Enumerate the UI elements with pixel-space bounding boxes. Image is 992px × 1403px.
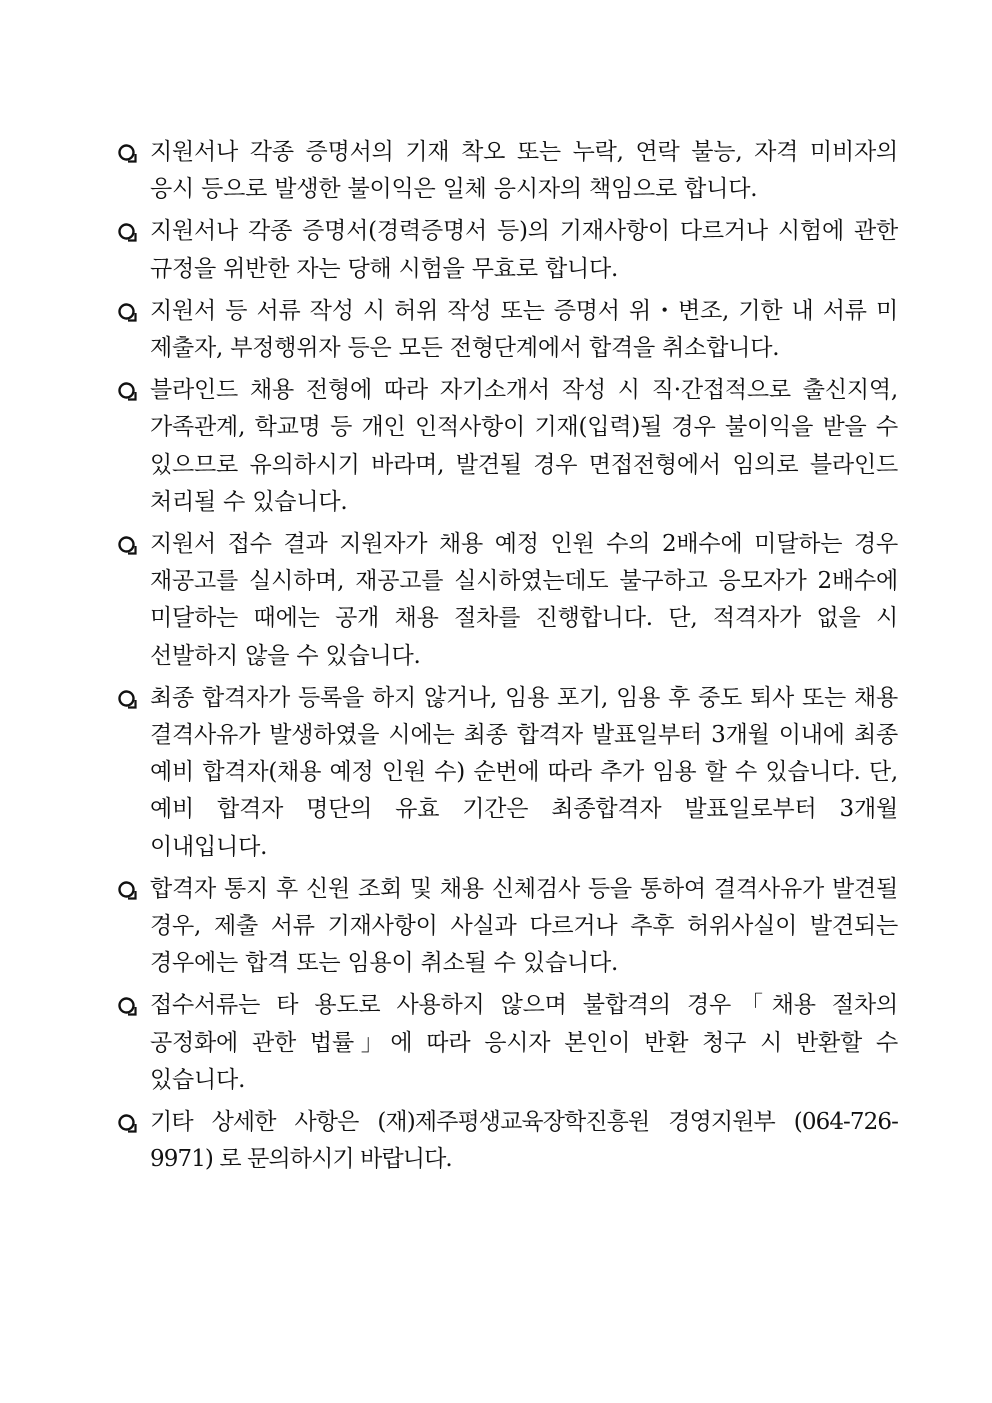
hollow-circle-bullet-icon [118, 144, 137, 163]
notice-text: 지원서나 각종 증명서(경력증명서 등)의 기재사항이 다르거나 시험에 관한 규정을 위반한 자는 당해 시험을 무효로 합니다. [150, 218, 898, 282]
notice-item-7 [118, 871, 898, 983]
hollow-circle-bullet-icon [118, 997, 137, 1016]
notice-item-3 [118, 293, 898, 367]
hollow-circle-bullet-icon [118, 881, 137, 900]
notice-text: 접수서류는 타 용도로 사용하지 않으며 불합격의 경우「채용 절차의 공정화에 관한 법률」에 따라 응시자 본인이 반환 청구 시 반환할 수 있습니다. [150, 992, 898, 1093]
notice-item-1 [118, 134, 898, 208]
notice-item-5 [118, 526, 898, 675]
hollow-circle-bullet-icon [118, 223, 137, 242]
notice-item-2 [118, 213, 898, 287]
notice-text: 최종 합격자가 등록을 하지 않거나, 임용 포기, 임용 후 중도 퇴사 또는 채용 결격사유가 발생하였을 시에는 최종 합격자 발표일부터 3개월 이내에 최종 예비 합격자(채용 예정 인원 수) 순번에 따라 추가 임용 할 수 있습니다. 단, 예비 합격자 명단의 유효 기간은 최종합격자 발표일로부터 3개월 이내입니다. [150, 684, 898, 860]
notice-item-9 [118, 1104, 898, 1178]
hollow-circle-bullet-icon [118, 536, 137, 555]
notice-item-4 [118, 372, 898, 521]
notice-text: 기타 상세한 사항은 (재)제주평생교육장학진흥원 경영지원부 (064-726-9971) 로 문의하시기 바랍니다. [150, 1109, 898, 1173]
hollow-circle-bullet-icon [118, 1114, 137, 1133]
notice-text: 지원서 접수 결과 지원자가 채용 예정 인원 수의 2배수에 미달하는 경우 재공고를 실시하며, 재공고를 실시하였는데도 불구하고 응모자가 2배수에 미달하는 때에는 공개 채용 절차를 진행합니다. 단, 적격자가 없을 시 선발하지 않을 수 있습니다. [150, 531, 898, 669]
notice-text: 블라인드 채용 전형에 따라 자기소개서 작성 시 직·간접적으로 출신지역, 가족관계, 학교명 등 개인 인적사항이 기재(입력)될 경우 불이익을 받을 수 있으므로 유의하시기 바라며, 발견될 경우 면접전형에서 임의로 블라인드 처리될 수 있습니다. [150, 377, 898, 515]
notice-item-6 [118, 680, 898, 866]
hollow-circle-bullet-icon [118, 690, 137, 709]
hollow-circle-bullet-icon [118, 303, 137, 322]
notice-list [118, 134, 898, 1183]
notice-item-8 [118, 987, 898, 1099]
notice-text: 합격자 통지 후 신원 조회 및 채용 신체검사 등을 통하여 결격사유가 발견될 경우, 제출 서류 기재사항이 사실과 다르거나 추후 허위사실이 발견되는 경우에는 합격 또는 임용이 취소될 수 있습니다. [150, 875, 898, 977]
notice-text: 지원서 등 서류 작성 시 허위 작성 또는 증명서 위・변조, 기한 내 서류 미 제출자, 부정행위자 등은 모든 전형단계에서 합격을 취소합니다. [150, 297, 898, 362]
notice-text: 지원서나 각종 증명서의 기재 착오 또는 누락, 연락 불능, 자격 미비자의 응시 등으로 발생한 불이익은 일체 응시자의 책임으로 합니다. [150, 139, 898, 203]
hollow-circle-bullet-icon [118, 382, 137, 401]
